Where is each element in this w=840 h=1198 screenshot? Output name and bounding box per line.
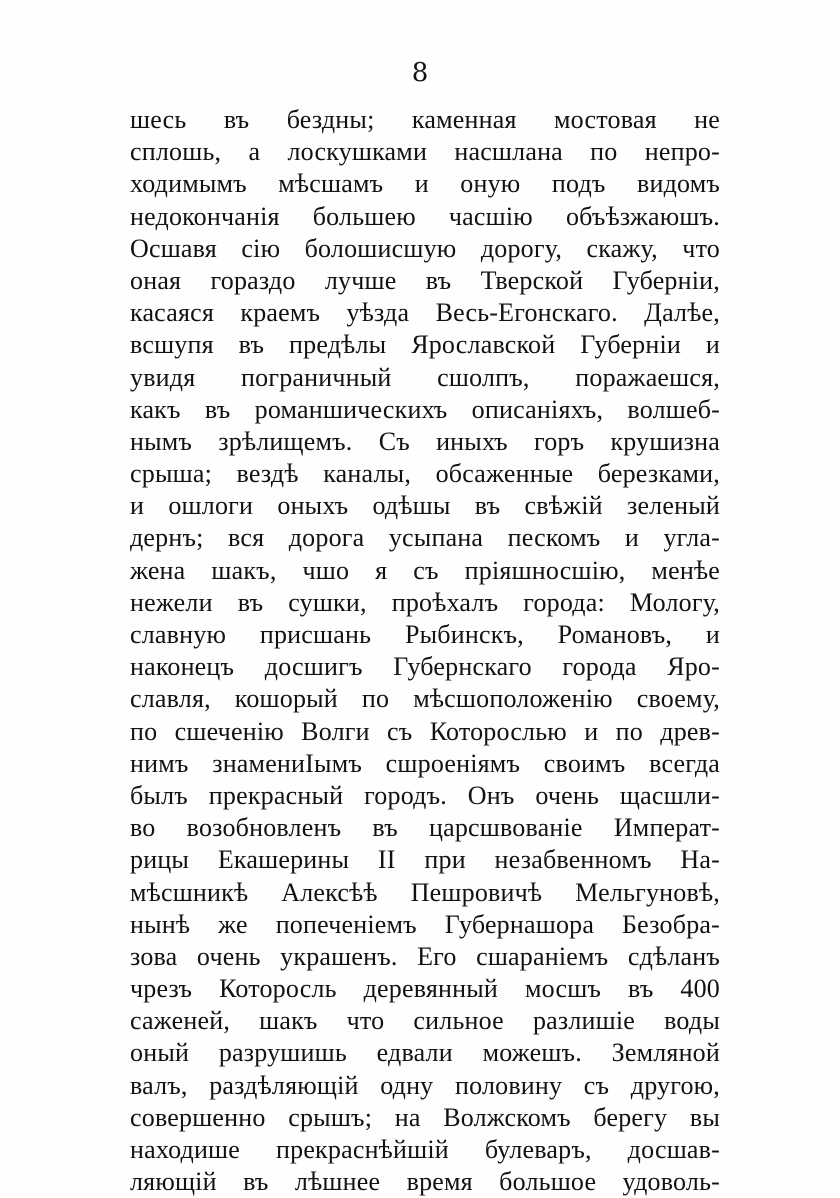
text-line: касаяся краемъ уѣзда Весь-Егонскаго. Далѣе, <box>130 298 720 328</box>
text-line: и ошлоги оныхъ одѣшы въ свѣжій зеленый <box>130 491 720 521</box>
text-line: славля, кошорый по мѣсшоположенію своему, <box>130 684 720 714</box>
text-line: недокончанія большею часшію объѣзжаюшъ. <box>130 201 720 231</box>
body-text <box>130 104 720 1198</box>
text-line: валъ, раздѣляющій одну половину съ другою, <box>130 1070 720 1100</box>
text-line: по сшеченію Волги съ Которослью и по древ- <box>130 716 720 746</box>
text-line: наконецъ досшигъ Губернскаго города Яро- <box>130 652 720 682</box>
text-line: былъ прекрасный городъ. Онъ очень щасшли- <box>130 780 720 810</box>
text-line: славную присшань Рыбинскъ, Романовъ, и <box>130 620 720 649</box>
text-line: мѣсшникѣ Алексѣѣ Пешровичѣ Мельгуновѣ, <box>130 877 720 907</box>
text-line: совершенно срышъ; на Волжскомъ берегу вы <box>130 1102 720 1132</box>
text-line: ходимымъ мѣсшамъ и оную подъ видомъ <box>130 169 720 199</box>
text-line: ляющій въ лѣшнее время большое удоволь- <box>130 1167 720 1197</box>
text-line: зова очень украшенъ. Его сшараніемъ сдѣланъ <box>130 941 720 971</box>
text-line: нымъ зрѣлищемъ. Съ иныхъ горъ крушизна <box>130 426 720 456</box>
text-line: во возобновленъ въ царсшвованіе Императ- <box>130 813 720 843</box>
text-line: сплошь, а лоскушками насшлана по непро- <box>130 137 720 167</box>
text-line: оная гораздо лучше въ Тверской Губерніи, <box>130 265 720 295</box>
text-line: чрезъ Которосль деревянный мосшъ въ 400 <box>130 974 720 1004</box>
text-line: нынѣ же попеченіемъ Губернашора Безобра- <box>130 909 720 939</box>
page-number: 8 <box>411 58 429 88</box>
text-line: рицы Екашерины II при незабвенномъ На- <box>130 845 720 875</box>
text-line: срыша; вездѣ каналы, обсаженные березками, <box>130 459 720 489</box>
text-line: находише прекраснѣйшій булеваръ, досшав- <box>130 1135 720 1164</box>
text-line: саженей, шакъ что сильное разлишіе воды <box>130 1006 720 1036</box>
text-line: Осшавя сію болошисшую дорогу, скажу, что <box>130 233 720 263</box>
text-line: увидя пограничный сшолпъ, поражаешся, <box>130 362 720 392</box>
text-line: шесь въ бездны; каменная мостовая не <box>130 105 720 134</box>
text-line: всшупя въ предѣлы Ярославской Губерніи и <box>130 330 720 360</box>
text-line: жена шакъ, чшо я съ пріяшносшію, менѣе <box>130 555 720 585</box>
text-line: оный разрушишь едвали можешъ. Земляной <box>130 1038 720 1068</box>
text-line: нимъ знамениIымъ сшроеніямъ своимъ всегда <box>130 748 720 778</box>
text-line: какъ въ романшическихъ описаніяхъ, волшеб- <box>130 394 720 424</box>
text-line: нежели въ сушки, проѣхалъ города: Мологу, <box>130 587 720 617</box>
text-line: дернъ; вся дорога усыпана пескомъ и угла- <box>130 523 720 553</box>
